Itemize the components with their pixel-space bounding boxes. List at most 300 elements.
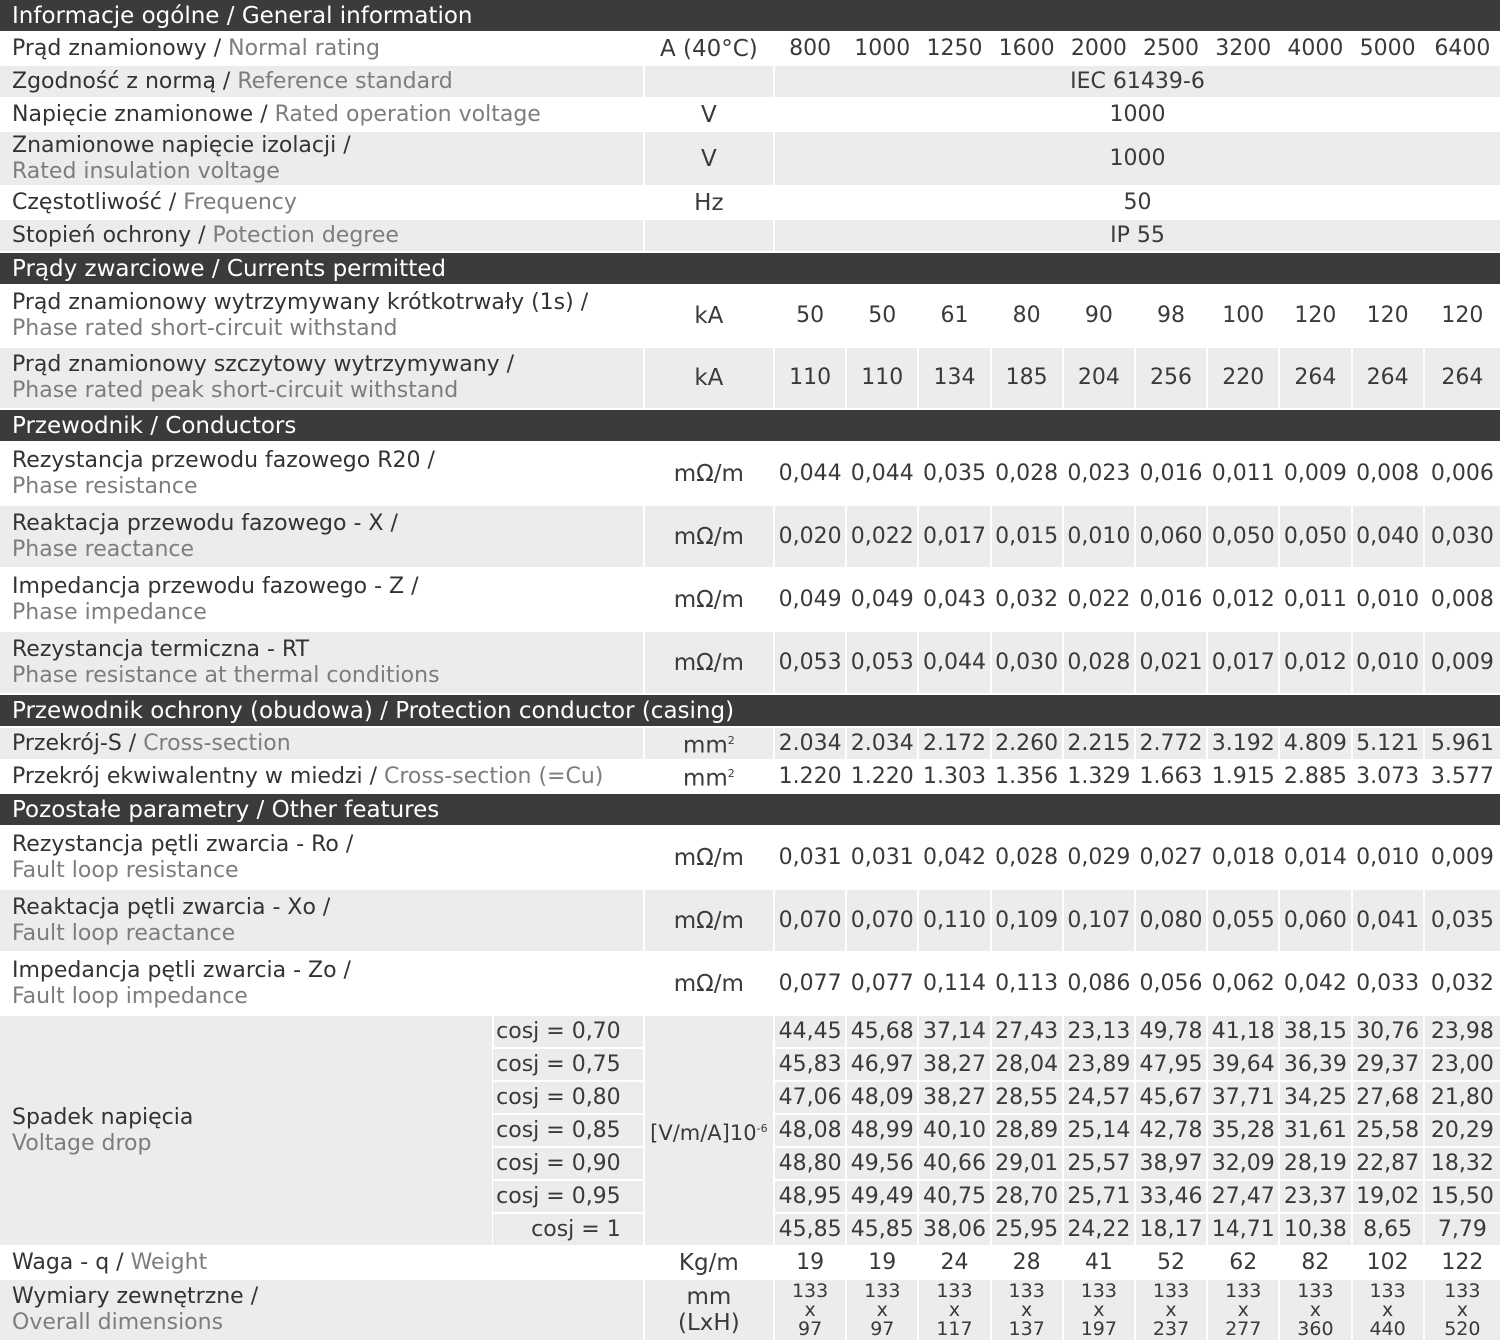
value-cell: 0,032 (991, 568, 1063, 631)
value-cell: IP 55 (774, 219, 1500, 252)
value-cell: 19,02 (1352, 1180, 1424, 1213)
value-cell: 0,012 (1207, 568, 1279, 631)
label-en: Overall dimensions (12, 1310, 224, 1335)
value-cell: 1.356 (991, 760, 1063, 793)
unit-cell (644, 889, 774, 952)
value-cell: 41,18 (1207, 1015, 1279, 1048)
section-title-pl: Przewodnik / (12, 412, 166, 439)
value-cell: 0,077 (846, 952, 918, 1015)
label-en: Phase rated short-circuit withstand (12, 316, 398, 341)
value-cell: 0,070 (846, 889, 918, 952)
dimension-separator: x (1093, 1298, 1105, 1321)
value-cell: 0,010 (1352, 631, 1424, 694)
dimension-length: 133 (1225, 1279, 1262, 1302)
dimension-length: 133 (1297, 1279, 1334, 1302)
value-cell: 4.809 (1279, 727, 1351, 760)
row-label (0, 186, 644, 219)
dimension-height: 520 (1444, 1317, 1481, 1340)
value-cell: 23,00 (1424, 1048, 1500, 1081)
value-cell: 0,041 (1352, 889, 1424, 952)
value-cell: 0,022 (846, 505, 918, 568)
value-cell: 40,10 (918, 1114, 990, 1147)
dimension-height: 277 (1225, 1317, 1262, 1340)
value-cell: 0,110 (918, 889, 990, 952)
value-cell: 0,031 (774, 826, 846, 889)
value-cell: 4000 (1279, 32, 1351, 65)
table-row (0, 826, 1500, 889)
label-en: Normal rating (228, 35, 380, 61)
value-cell: 30,76 (1352, 1015, 1424, 1048)
value-cell: 2.215 (1063, 727, 1135, 760)
value-cell: 14,71 (1207, 1213, 1279, 1246)
value-cell: 120 (1279, 285, 1351, 347)
section-header-row (0, 409, 1500, 442)
value-cell: 28,04 (991, 1048, 1063, 1081)
value-cell: 23,13 (1063, 1015, 1135, 1048)
label-en: Voltage drop (12, 1130, 152, 1156)
value-cell: 46,97 (846, 1048, 918, 1081)
value-cell: 264 (1279, 347, 1351, 409)
label-en: Phase reactance (12, 536, 195, 562)
value-cell: 98 (1135, 285, 1207, 347)
section-title-pl: Przewodnik ochrony (obudowa) / (12, 697, 396, 724)
value-cell: 0,077 (774, 952, 846, 1015)
row-label (0, 727, 644, 760)
dimension-length: 133 (1152, 1279, 1190, 1302)
value-cell: 1.303 (918, 760, 990, 793)
value-cell: 0,006 (1424, 442, 1500, 505)
section-header (0, 694, 1500, 727)
cos-phi-cell: cosj = 0,70 (493, 1015, 643, 1048)
value-cell: 0,050 (1279, 505, 1351, 568)
value-cell: 41 (1063, 1246, 1135, 1279)
value-cell: 7,79 (1424, 1213, 1500, 1246)
value-cell: 0,035 (1424, 889, 1500, 952)
value-cell: 0,062 (1207, 952, 1279, 1015)
unit-cell (644, 568, 774, 631)
label-en: Phase rated peak short-circuit withstand (12, 378, 459, 403)
value-cell: 2.885 (1279, 760, 1351, 793)
value-cell: 52 (1135, 1246, 1207, 1279)
value-cell: 0,049 (846, 568, 918, 631)
unit-text: Kg/m (678, 1249, 739, 1276)
label-pl: Prąd znamionowy szczytowy wytrzymywany / (12, 352, 515, 377)
value-cell: 38,06 (918, 1213, 990, 1246)
value-cell: 6400 (1424, 32, 1500, 65)
dimension-length: 133 (1444, 1279, 1481, 1302)
value-cell: 48,95 (774, 1180, 846, 1213)
value-cell: 20,29 (1424, 1114, 1500, 1147)
section-title-en: Protection conductor (casing) (395, 697, 735, 724)
label-en: Potection degree (212, 222, 399, 248)
value-cell: 3.073 (1352, 760, 1424, 793)
value-cell: IEC 61439-6 (774, 65, 1500, 98)
unit-cell (644, 760, 774, 793)
row-label (0, 1279, 644, 1341)
value-cell: 18,17 (1135, 1213, 1207, 1246)
row-label (0, 347, 644, 409)
value-cell: 32,09 (1207, 1147, 1279, 1180)
table-row (0, 505, 1500, 568)
value-cell: 1000 (846, 32, 918, 65)
label-pl: Reaktacja przewodu fazowego - X / (12, 510, 398, 536)
value-cell: 0,028 (991, 442, 1063, 505)
section-header-row (0, 793, 1500, 826)
dimension-length: 133 (1080, 1279, 1117, 1302)
table-row (0, 32, 1500, 65)
dimension-cell (918, 1279, 990, 1341)
value-cell: 49,78 (1135, 1015, 1207, 1048)
value-cell: 40,66 (918, 1147, 990, 1180)
value-cell: 0,033 (1352, 952, 1424, 1015)
table-row (0, 760, 1500, 793)
value-cell: 38,15 (1279, 1015, 1351, 1048)
label-en: Rated operation voltage (274, 101, 541, 127)
voltage-drop-label (0, 1015, 493, 1246)
dimension-separator: x (1021, 1298, 1033, 1321)
value-cell: 800 (774, 32, 846, 65)
value-cell: 28,55 (991, 1081, 1063, 1114)
value-cell: 0,028 (991, 826, 1063, 889)
table-row (0, 65, 1500, 98)
table-row (0, 631, 1500, 694)
label-pl: Impedancja przewodu fazowego - Z / (12, 573, 419, 599)
value-cell: 18,32 (1424, 1147, 1500, 1180)
row-label (0, 131, 644, 186)
value-cell: 24,22 (1063, 1213, 1135, 1246)
unit-text: Hz (694, 189, 724, 216)
unit-cell (644, 131, 774, 186)
value-cell: 34,25 (1279, 1081, 1351, 1114)
value-cell: 29,01 (991, 1147, 1063, 1180)
value-cell: 3.577 (1424, 760, 1500, 793)
value-cell: 42,78 (1135, 1114, 1207, 1147)
label-pl: Waga - q / (12, 1249, 131, 1275)
value-cell: 39,64 (1207, 1048, 1279, 1081)
value-cell: 10,38 (1279, 1213, 1351, 1246)
table-row (0, 1246, 1500, 1279)
section-header-row (0, 252, 1500, 285)
unit-text: mm (682, 732, 728, 759)
label-pl: Rezystancja termiczna - RT (12, 636, 310, 662)
value-cell: 62 (1207, 1246, 1279, 1279)
unit-cell (644, 727, 774, 760)
value-cell: 0,015 (991, 505, 1063, 568)
value-cell: 19 (774, 1246, 846, 1279)
value-cell: 35,28 (1207, 1114, 1279, 1147)
value-cell: 2.172 (918, 727, 990, 760)
table-row (0, 889, 1500, 952)
value-cell: 23,37 (1279, 1180, 1351, 1213)
label-en: Cross-section (143, 730, 291, 756)
unit-cell (644, 65, 774, 98)
value-cell: 0,009 (1424, 631, 1500, 694)
value-cell: 0,060 (1135, 505, 1207, 568)
value-cell: 48,99 (846, 1114, 918, 1147)
value-cell: 22,87 (1352, 1147, 1424, 1180)
label-en: Rated insulation voltage (12, 158, 280, 184)
dimension-height: 197 (1080, 1317, 1117, 1340)
value-cell: 0,070 (774, 889, 846, 952)
dimension-cell (1424, 1279, 1500, 1341)
dimension-cell (1063, 1279, 1135, 1341)
voltage-drop-row (0, 1015, 1500, 1048)
dimension-separator: x (1165, 1298, 1177, 1321)
table-row (0, 285, 1500, 347)
row-label (0, 889, 644, 952)
value-cell: 1.915 (1207, 760, 1279, 793)
unit-superscript: -6 (756, 1121, 768, 1135)
table-row (0, 186, 1500, 219)
row-label (0, 1246, 644, 1279)
value-cell: 0,055 (1207, 889, 1279, 952)
value-cell: 48,08 (774, 1114, 846, 1147)
value-cell: 24 (918, 1246, 990, 1279)
value-cell: 0,044 (846, 442, 918, 505)
dimension-cell (991, 1279, 1063, 1341)
value-cell: 2.034 (774, 727, 846, 760)
value-cell: 110 (774, 347, 846, 409)
label-pl: Znamionowe napięcie izolacji / (12, 132, 351, 158)
dimension-length: 133 (864, 1279, 901, 1302)
unit-text: mΩ/m (673, 460, 744, 487)
value-cell: 0,029 (1063, 826, 1135, 889)
value-cell: 27,68 (1352, 1081, 1424, 1114)
value-cell: 50 (774, 186, 1500, 219)
unit-text: mΩ/m (673, 523, 744, 550)
value-cell: 120 (1424, 285, 1500, 347)
dimension-separator: x (804, 1298, 816, 1321)
label-en: Phase impedance (12, 599, 207, 625)
value-cell: 1.329 (1063, 760, 1135, 793)
label-pl: Prąd znamionowy wytrzymywany krótkotrwały (1s) / (12, 290, 589, 315)
value-cell: 0,031 (846, 826, 918, 889)
unit-text: A (40°C) (659, 35, 758, 62)
dimension-cell (1135, 1279, 1207, 1341)
label-pl: Spadek napięcia (12, 1104, 194, 1130)
value-cell: 80 (991, 285, 1063, 347)
unit-text: kA (694, 365, 724, 391)
value-cell: 0,050 (1207, 505, 1279, 568)
table-row (0, 1279, 1500, 1341)
section-title-pl: Informacje ogólne / (12, 2, 242, 29)
row-label (0, 505, 644, 568)
unit-cell (644, 442, 774, 505)
cos-phi-cell: cosj = 0,75 (493, 1048, 643, 1081)
dimension-height: 97 (798, 1317, 823, 1340)
dimension-separator: x (876, 1298, 888, 1321)
value-cell: 25,71 (1063, 1180, 1135, 1213)
value-cell: 264 (1352, 347, 1424, 409)
section-header (0, 0, 1500, 32)
value-cell: 0,017 (1207, 631, 1279, 694)
section-title-pl: Pozostałe parametry / (12, 796, 272, 823)
value-cell: 0,020 (774, 505, 846, 568)
value-cell: 15,50 (1424, 1180, 1500, 1213)
unit-text: (LxH) (678, 1310, 740, 1336)
value-cell: 5000 (1352, 32, 1424, 65)
value-cell: 0,016 (1135, 568, 1207, 631)
label-pl: Przekrój-S / (12, 730, 144, 756)
cos-phi-cell: cosj = 0,85 (493, 1114, 643, 1147)
label-en: Fault loop resistance (12, 857, 239, 883)
value-cell: 47,06 (774, 1081, 846, 1114)
label-en: Weight (130, 1249, 208, 1275)
dimension-separator: x (1456, 1298, 1468, 1321)
value-cell: 0,008 (1352, 442, 1424, 505)
value-cell: 0,030 (991, 631, 1063, 694)
dimension-height: 237 (1152, 1317, 1190, 1340)
dimension-separator: x (1381, 1298, 1394, 1321)
value-cell: 102 (1352, 1246, 1424, 1279)
label-en: Phase resistance at thermal conditions (12, 662, 440, 688)
value-cell: 36,39 (1279, 1048, 1351, 1081)
value-cell: 23,89 (1063, 1048, 1135, 1081)
value-cell: 0,028 (1063, 631, 1135, 694)
value-cell: 0,114 (918, 952, 990, 1015)
value-cell: 204 (1063, 347, 1135, 409)
value-cell: 1.220 (774, 760, 846, 793)
label-pl: Impedancja pętli zwarcia - Zo / (12, 957, 351, 983)
value-cell: 23,98 (1424, 1015, 1500, 1048)
row-label (0, 442, 644, 505)
unit-cell (644, 631, 774, 694)
dimension-separator: x (948, 1298, 961, 1321)
table-row (0, 568, 1500, 631)
value-cell: 21,80 (1424, 1081, 1500, 1114)
label-pl: Rezystancja przewodu fazowego R20 / (12, 447, 435, 473)
dimension-height: 440 (1369, 1317, 1406, 1340)
value-cell: 0,107 (1063, 889, 1135, 952)
value-cell: 49,56 (846, 1147, 918, 1180)
unit-cell (644, 98, 774, 131)
value-cell: 0,080 (1135, 889, 1207, 952)
value-cell: 0,017 (918, 505, 990, 568)
value-cell: 5.121 (1352, 727, 1424, 760)
value-cell: 100 (1207, 285, 1279, 347)
unit-cell (644, 347, 774, 409)
label-pl: Rezystancja pętli zwarcia - Ro / (12, 831, 354, 857)
value-cell: 0,010 (1352, 826, 1424, 889)
label-pl: Zgodność z normą / (12, 68, 238, 94)
label-en: Reference standard (237, 68, 453, 94)
value-cell: 120 (1352, 285, 1424, 347)
value-cell: 0,008 (1424, 568, 1500, 631)
value-cell: 48,80 (774, 1147, 846, 1180)
row-label (0, 98, 644, 131)
value-cell: 0,009 (1424, 826, 1500, 889)
label-pl: Częstotliwość / (12, 189, 184, 215)
value-cell: 1000 (774, 131, 1500, 186)
dimension-separator: x (1309, 1298, 1322, 1321)
unit-text: mΩ/m (673, 649, 744, 676)
value-cell: 0,042 (1279, 952, 1351, 1015)
label-en: Cross-section (=Cu) (384, 763, 604, 789)
dimension-length: 133 (936, 1279, 973, 1302)
unit-text: kA (694, 303, 724, 329)
value-cell: 2.034 (846, 727, 918, 760)
row-label (0, 631, 644, 694)
section-title-en: Other features (271, 796, 440, 823)
value-cell: 0,011 (1279, 568, 1351, 631)
value-cell: 45,83 (774, 1048, 846, 1081)
value-cell: 0,113 (991, 952, 1063, 1015)
value-cell: 1.663 (1135, 760, 1207, 793)
value-cell: 25,14 (1063, 1114, 1135, 1147)
value-cell: 38,97 (1135, 1147, 1207, 1180)
value-cell: 45,85 (846, 1213, 918, 1246)
value-cell: 2500 (1135, 32, 1207, 65)
value-cell: 122 (1424, 1246, 1500, 1279)
value-cell: 3.192 (1207, 727, 1279, 760)
value-cell: 0,086 (1063, 952, 1135, 1015)
cos-phi-cell: cosj = 0,95 (493, 1180, 643, 1213)
row-label (0, 32, 644, 65)
section-header (0, 252, 1500, 285)
value-cell: 0,044 (774, 442, 846, 505)
unit-cell (644, 285, 774, 347)
value-cell: 0,011 (1207, 442, 1279, 505)
section-header (0, 793, 1500, 826)
value-cell: 25,95 (991, 1213, 1063, 1246)
value-cell: 0,035 (918, 442, 990, 505)
value-cell: 29,37 (1352, 1048, 1424, 1081)
value-cell: 0,014 (1279, 826, 1351, 889)
value-cell: 38,27 (918, 1048, 990, 1081)
section-title-en: Currents permitted (226, 255, 446, 282)
unit-text: mm (682, 765, 728, 792)
value-cell: 185 (991, 347, 1063, 409)
value-cell: 3200 (1207, 32, 1279, 65)
value-cell: 220 (1207, 347, 1279, 409)
value-cell: 0,030 (1424, 505, 1500, 568)
label-en: Fault loop reactance (12, 920, 236, 946)
value-cell: 0,021 (1135, 631, 1207, 694)
value-cell: 44,45 (774, 1015, 846, 1048)
value-cell: 0,109 (991, 889, 1063, 952)
unit-text: mΩ/m (673, 844, 744, 871)
section-header-row (0, 0, 1500, 32)
value-cell: 5.961 (1424, 727, 1500, 760)
unit-cell (644, 1279, 774, 1341)
value-cell: 19 (846, 1246, 918, 1279)
value-cell: 0,016 (1135, 442, 1207, 505)
value-cell: 2.772 (1135, 727, 1207, 760)
row-label (0, 568, 644, 631)
value-cell: 0,012 (1279, 631, 1351, 694)
dimension-cell (1279, 1279, 1351, 1341)
value-cell: 25,57 (1063, 1147, 1135, 1180)
unit-cell (644, 32, 774, 65)
value-cell: 8,65 (1352, 1213, 1424, 1246)
value-cell: 37,71 (1207, 1081, 1279, 1114)
table-row (0, 727, 1500, 760)
cos-phi-cell: cosj = 0,80 (493, 1081, 643, 1114)
value-cell: 0,060 (1279, 889, 1351, 952)
section-title-en: General information (241, 2, 473, 29)
row-label (0, 285, 644, 347)
value-cell: 0,044 (918, 631, 990, 694)
value-cell: 33,46 (1135, 1180, 1207, 1213)
cos-phi-cell: cosj = 0,90 (493, 1147, 643, 1180)
value-cell: 0,042 (918, 826, 990, 889)
value-cell: 27,47 (1207, 1180, 1279, 1213)
value-cell: 0,056 (1135, 952, 1207, 1015)
dimension-cell (1207, 1279, 1279, 1341)
value-cell: 1.220 (846, 760, 918, 793)
value-cell: 0,010 (1063, 505, 1135, 568)
value-cell: 134 (918, 347, 990, 409)
